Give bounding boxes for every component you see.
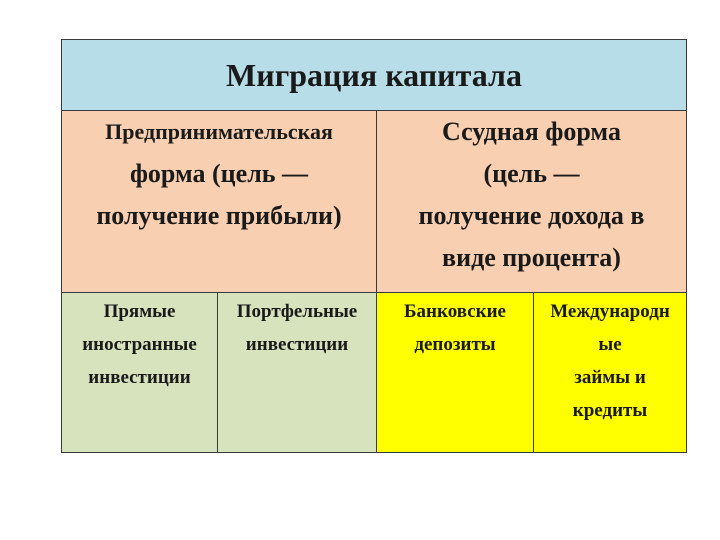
diagram-title: Миграция капитала — [61, 39, 687, 111]
subtype-line: займы и — [574, 367, 646, 388]
subtype-line: инвестиции — [245, 334, 349, 355]
subtype-line: ые — [598, 334, 622, 355]
subtype-line: Банковские — [404, 301, 506, 322]
subtype-line: Прямые — [103, 301, 176, 322]
loan-form-line: получение дохода в — [418, 201, 645, 230]
loan-form-line: Ссудная форма — [442, 117, 621, 146]
loan-form-line: виде процента) — [442, 243, 621, 272]
subtype-line: кредиты — [572, 400, 648, 421]
entrepreneurial-form-line: Предпринимательская — [105, 119, 333, 144]
international-loans-box — [533, 292, 687, 453]
entrepreneurial-form-line: получение прибыли) — [96, 201, 342, 230]
loan-form-box — [376, 110, 687, 293]
subtype-line: инвестиции — [88, 367, 191, 388]
subtype-line: иностранные — [82, 334, 197, 355]
bank-deposits-box — [376, 292, 534, 453]
subtype-line: депозиты — [414, 334, 496, 355]
capital-migration-diagram — [61, 39, 687, 453]
portfolio-investment-box — [217, 292, 377, 453]
subtype-line: Международн — [550, 301, 670, 322]
entrepreneurial-form-box — [61, 110, 377, 293]
direct-foreign-investment-box — [61, 292, 218, 453]
subtype-line: Портфельные — [236, 301, 358, 322]
entrepreneurial-form-line: форма (цель — — [129, 159, 309, 188]
loan-form-line: (цель — — [483, 159, 580, 188]
